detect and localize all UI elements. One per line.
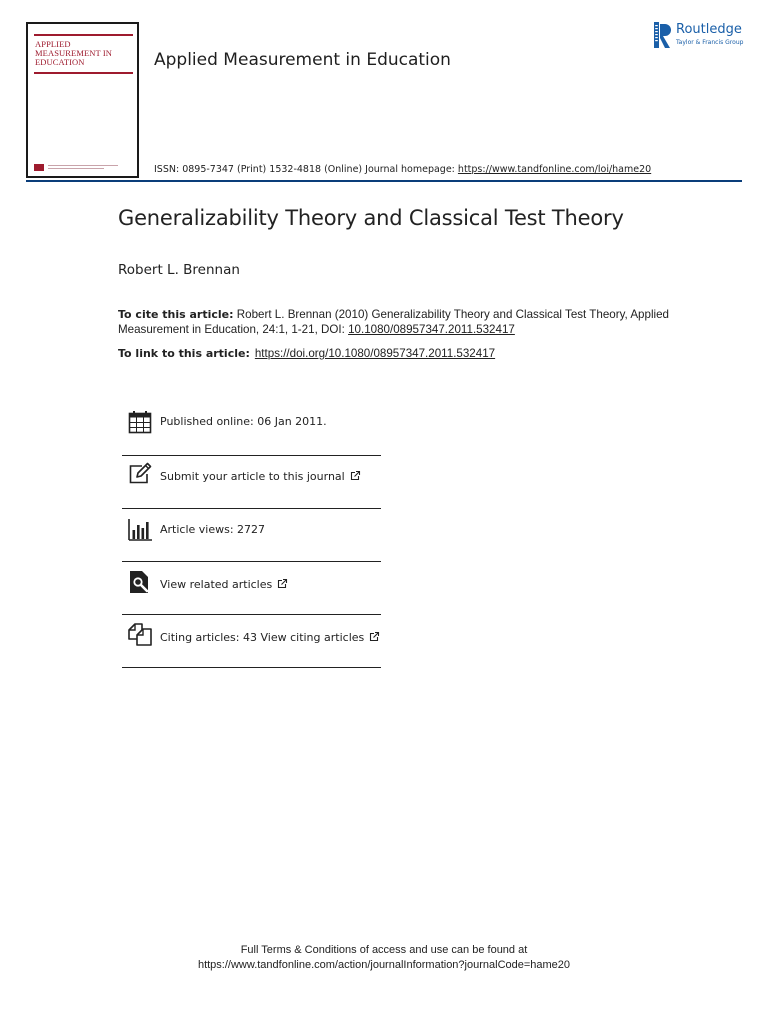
cover-publisher-strip	[34, 164, 132, 172]
routledge-logo-icon	[654, 22, 672, 48]
bar-chart-icon	[128, 518, 152, 542]
doi-link[interactable]: 10.1080/08957347.2011.532417	[348, 323, 515, 336]
metric-submit[interactable]	[122, 456, 381, 509]
terms-text: Full Terms & Conditions of access and use can be found at	[240, 944, 528, 956]
metric-published	[122, 403, 381, 456]
edit-icon	[128, 462, 152, 486]
header-divider	[26, 180, 742, 182]
link-label: To link to this article:	[118, 347, 250, 360]
article-link-line	[118, 347, 495, 360]
cover-top-rule	[34, 34, 133, 36]
citation-label: To cite this article:	[118, 308, 234, 321]
journal-homepage-link[interactable]: https://www.tandfonline.com/loi/hame20	[457, 164, 652, 175]
external-link-icon	[369, 631, 380, 642]
journal-title: Applied Measurement in Education	[154, 50, 451, 70]
metric-views	[122, 509, 381, 562]
issn-text: ISSN: 0895-7347 (Print) 1532-4818 (Online) Journal homepage:	[154, 164, 458, 175]
published-date: Published online: 06 Jan 2011.	[160, 415, 327, 428]
article-views: Article views: 2727	[160, 523, 266, 536]
related-articles-link[interactable]: View related articles	[160, 578, 273, 591]
issn-line	[154, 164, 651, 175]
article-metrics	[122, 403, 381, 668]
cover-logo-icon	[34, 164, 44, 171]
cover-journal-title: APPLIED MEASUREMENT IN EDUCATION	[35, 39, 113, 67]
external-link-icon	[350, 470, 361, 481]
calendar-icon	[128, 410, 152, 434]
search-document-icon	[128, 570, 152, 594]
article-title: Generalizability Theory and Classical Test Theory	[118, 206, 624, 230]
publisher-group: Taylor & Francis Group	[676, 39, 744, 46]
citation-text: Robert L. Brennan (2010) Generalizability Theory and Classical Test Theory, Applied Measurement in Education, 24:1, 1-21, DOI:	[118, 308, 669, 336]
journal-cover	[26, 22, 139, 178]
metric-related[interactable]	[122, 562, 381, 615]
citing-articles-link[interactable]: Citing articles: 43 View citing articles	[160, 631, 365, 644]
citing-documents-icon	[128, 622, 152, 646]
citation-block	[118, 307, 678, 337]
publisher-logo	[654, 22, 746, 50]
publisher-name: Routledge	[676, 22, 742, 37]
article-url-link[interactable]: https://doi.org/10.1080/08957347.2011.532417	[254, 347, 496, 360]
external-link-icon	[277, 578, 288, 589]
metric-citing[interactable]	[122, 615, 381, 668]
terms-footer	[0, 943, 768, 973]
cover-bottom-rule	[34, 72, 133, 74]
terms-url[interactable]: https://www.tandfonline.com/action/journalInformation?journalCode=hame20	[197, 959, 571, 971]
submit-article-link[interactable]: Submit your article to this journal	[160, 470, 345, 483]
article-author: Robert L. Brennan	[118, 262, 240, 278]
